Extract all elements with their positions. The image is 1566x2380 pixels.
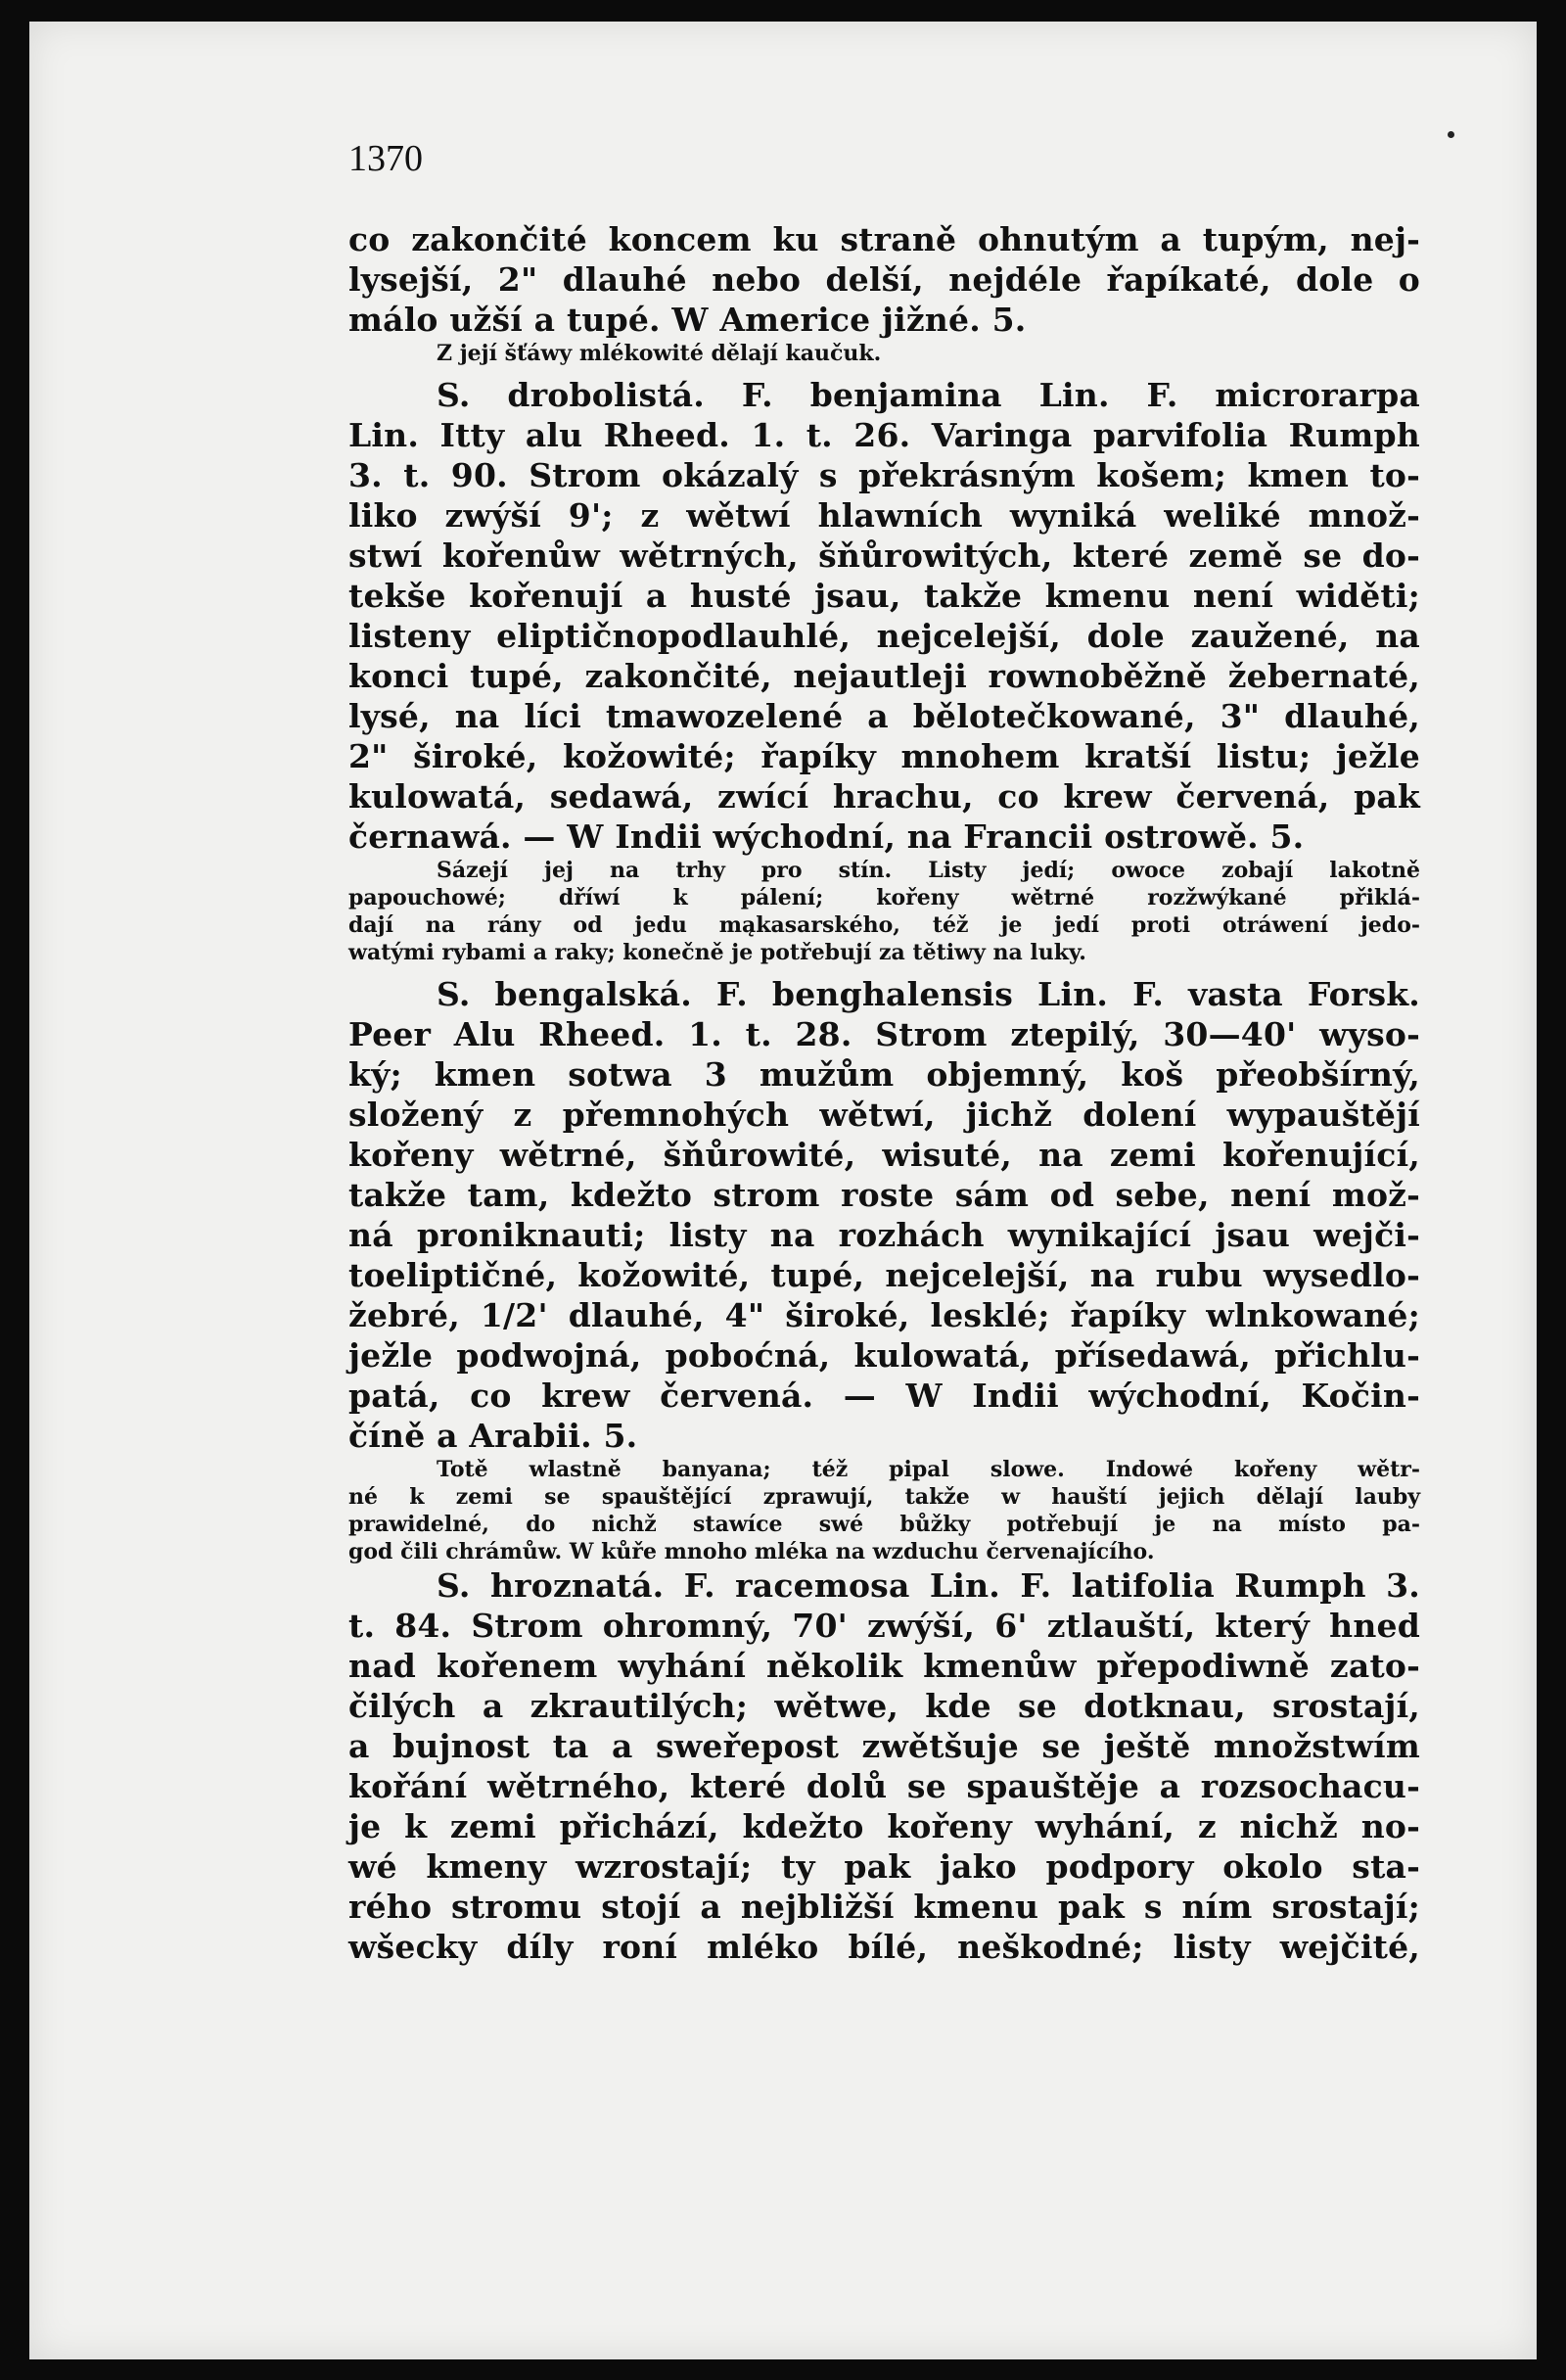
text-line: toeliptičné, kožowité, tupé, nejcelejší, na rubu wysedlo- [348,1256,1420,1294]
text-line: tekše kořenují a husté jsau, takže kmenu není widěti; [348,577,1420,615]
text-line: složený z přemnohých wětwí, jichž dolení wypauštějí [348,1096,1420,1134]
text-line: S. hroznatá. F. racemosa Lin. F. latifolia Rumph 3. [437,1566,1420,1605]
text-line: a bujnost ta a sweřepost zwětšuje se ještě množstwím [348,1727,1420,1765]
text-line: ký; kmen sotwa 3 mužům objemný, koš přeobšírný, [348,1055,1420,1094]
page-number: 1370 [348,138,423,179]
text-line: rého stromu stojí a nejbližší kmenu pak s ním srostají; [348,1888,1420,1926]
text-line: t. 84. Strom ohromný, 70' zwýší, 6' ztlauští, který hned [348,1607,1420,1645]
text-line: kulowatá, sedawá, zwící hrachu, co krew červená, pak [348,777,1420,816]
text-line: liko zwýší 9'; z wětwí hlawních wyniká weliké množ- [348,496,1420,535]
ink-speck [1448,131,1454,138]
text-line: wé kmeny wzrostají; ty pak jako podpory okolo sta- [348,1847,1420,1886]
text-line: konci tupé, zakončité, nejautleji rownoběžně žebernaté, [348,657,1420,695]
text-line: S. drobolistá. F. benjamina Lin. F. microrarpa [437,376,1420,414]
text-line: nad kořenem wyhání několik kmenůw přepodiwně zato- [348,1647,1420,1685]
text-line: patá, co krew červená. — W Indii wýchodní, Kočin- [348,1377,1420,1415]
line-spacer [348,367,1420,375]
text-line: kořeny wětrné, šňůrowité, wisuté, na zemi kořenující, [348,1136,1420,1174]
footnote-line: Sázejí jej na trhy pro stín. Listy jedí; owoce zobají lakotně [437,858,1420,883]
footnote-line: Totě wlastně banyana; též pipal slowe. Indowé kořeny wětr- [437,1457,1420,1482]
text-line: takže tam, kdežto strom roste sám od sebe, není mož- [348,1176,1420,1214]
text-line: málo užší a tupé. W Americe jižné. 5. [348,301,1027,339]
line-spacer [348,966,1420,974]
text-line: čilých a zkrautilých; wětwe, kde se dotknau, srostají, [348,1687,1420,1725]
text-line: 3. t. 90. Strom okázalý s překrásným košem; kmen to- [348,456,1420,494]
text-line: 2" široké, kožowité; řapíky mnohem kratší listu; ježle [348,737,1420,775]
text-line: lysejší, 2" dlauhé nebo delší, nejdéle řapíkaté, dole o [348,260,1420,299]
text-line: ježle podwojná, poboćná, kulowatá, přísedawá, přichlu- [348,1336,1420,1375]
text-line: stwí kořenůw wětrných, šňůrowitých, které země se do- [348,537,1420,575]
footnote-line: né k zemi se spauštějící zprawují, takže w hauští jejich dělají lauby [348,1484,1420,1510]
text-line: číně a Arabii. 5. [348,1417,638,1455]
footnote-line: prawidelné, do nichž stawíce swé bůžky potřebují je na místo pa- [348,1512,1420,1537]
text-line: je k zemi přichází, kdežto kořeny wyhání, z nichž no- [348,1807,1420,1845]
text-line: černawá. — W Indii wýchodní, na Francii ostrowě. 5. [348,817,1305,856]
text-line: listeny eliptičnopodlauhlé, nejcelejší, dole zaužené, na [348,617,1420,655]
text-line: S. bengalská. F. benghalensis Lin. F. vasta Forsk. [437,975,1420,1013]
text-line: Peer Alu Rheed. 1. t. 28. Strom ztepilý, 30—40' wyso- [348,1015,1420,1053]
footnote-line: Z její šťáwy mlékowité dělají kaučuk. [437,341,882,366]
text-line: co zakončité koncem ku straně ohnutým a tupým, nej- [348,220,1420,258]
text-line: kořání wětrného, které dolů se spauštěje a rozsochacu- [348,1767,1420,1805]
footnote-line: god čili chrámůw. W kůře mnoho mléka na wzduchu červenajícího. [348,1539,1155,1564]
footnote-line: papouchowé; dříwí k pálení; kořeny wětrné rozžwýkané přiklá- [348,885,1420,910]
text-line: lysé, na líci tmawozelené a bělotečkowané, 3" dlauhé, [348,697,1420,735]
page-body-text [348,219,1420,1967]
text-line: wšecky díly roní mléko bílé, neškodné; listy wejčité, [348,1928,1420,1966]
text-line: žebré, 1/2' dlauhé, 4" široké, lesklé; řapíky wlnkowané; [348,1296,1420,1334]
footnote-line: watými rybami a raky; konečně je potřebují za tětiwy na luky. [348,940,1086,965]
text-line: Lin. Itty alu Rheed. 1. t. 26. Varinga parvifolia Rumph [348,416,1420,454]
text-line: ná proniknauti; listy na rozhách wynikající jsau wejči- [348,1216,1420,1254]
footnote-line: dají na rány od jedu mąkasarského, též je jedí proti otráwení jedo- [348,912,1420,938]
